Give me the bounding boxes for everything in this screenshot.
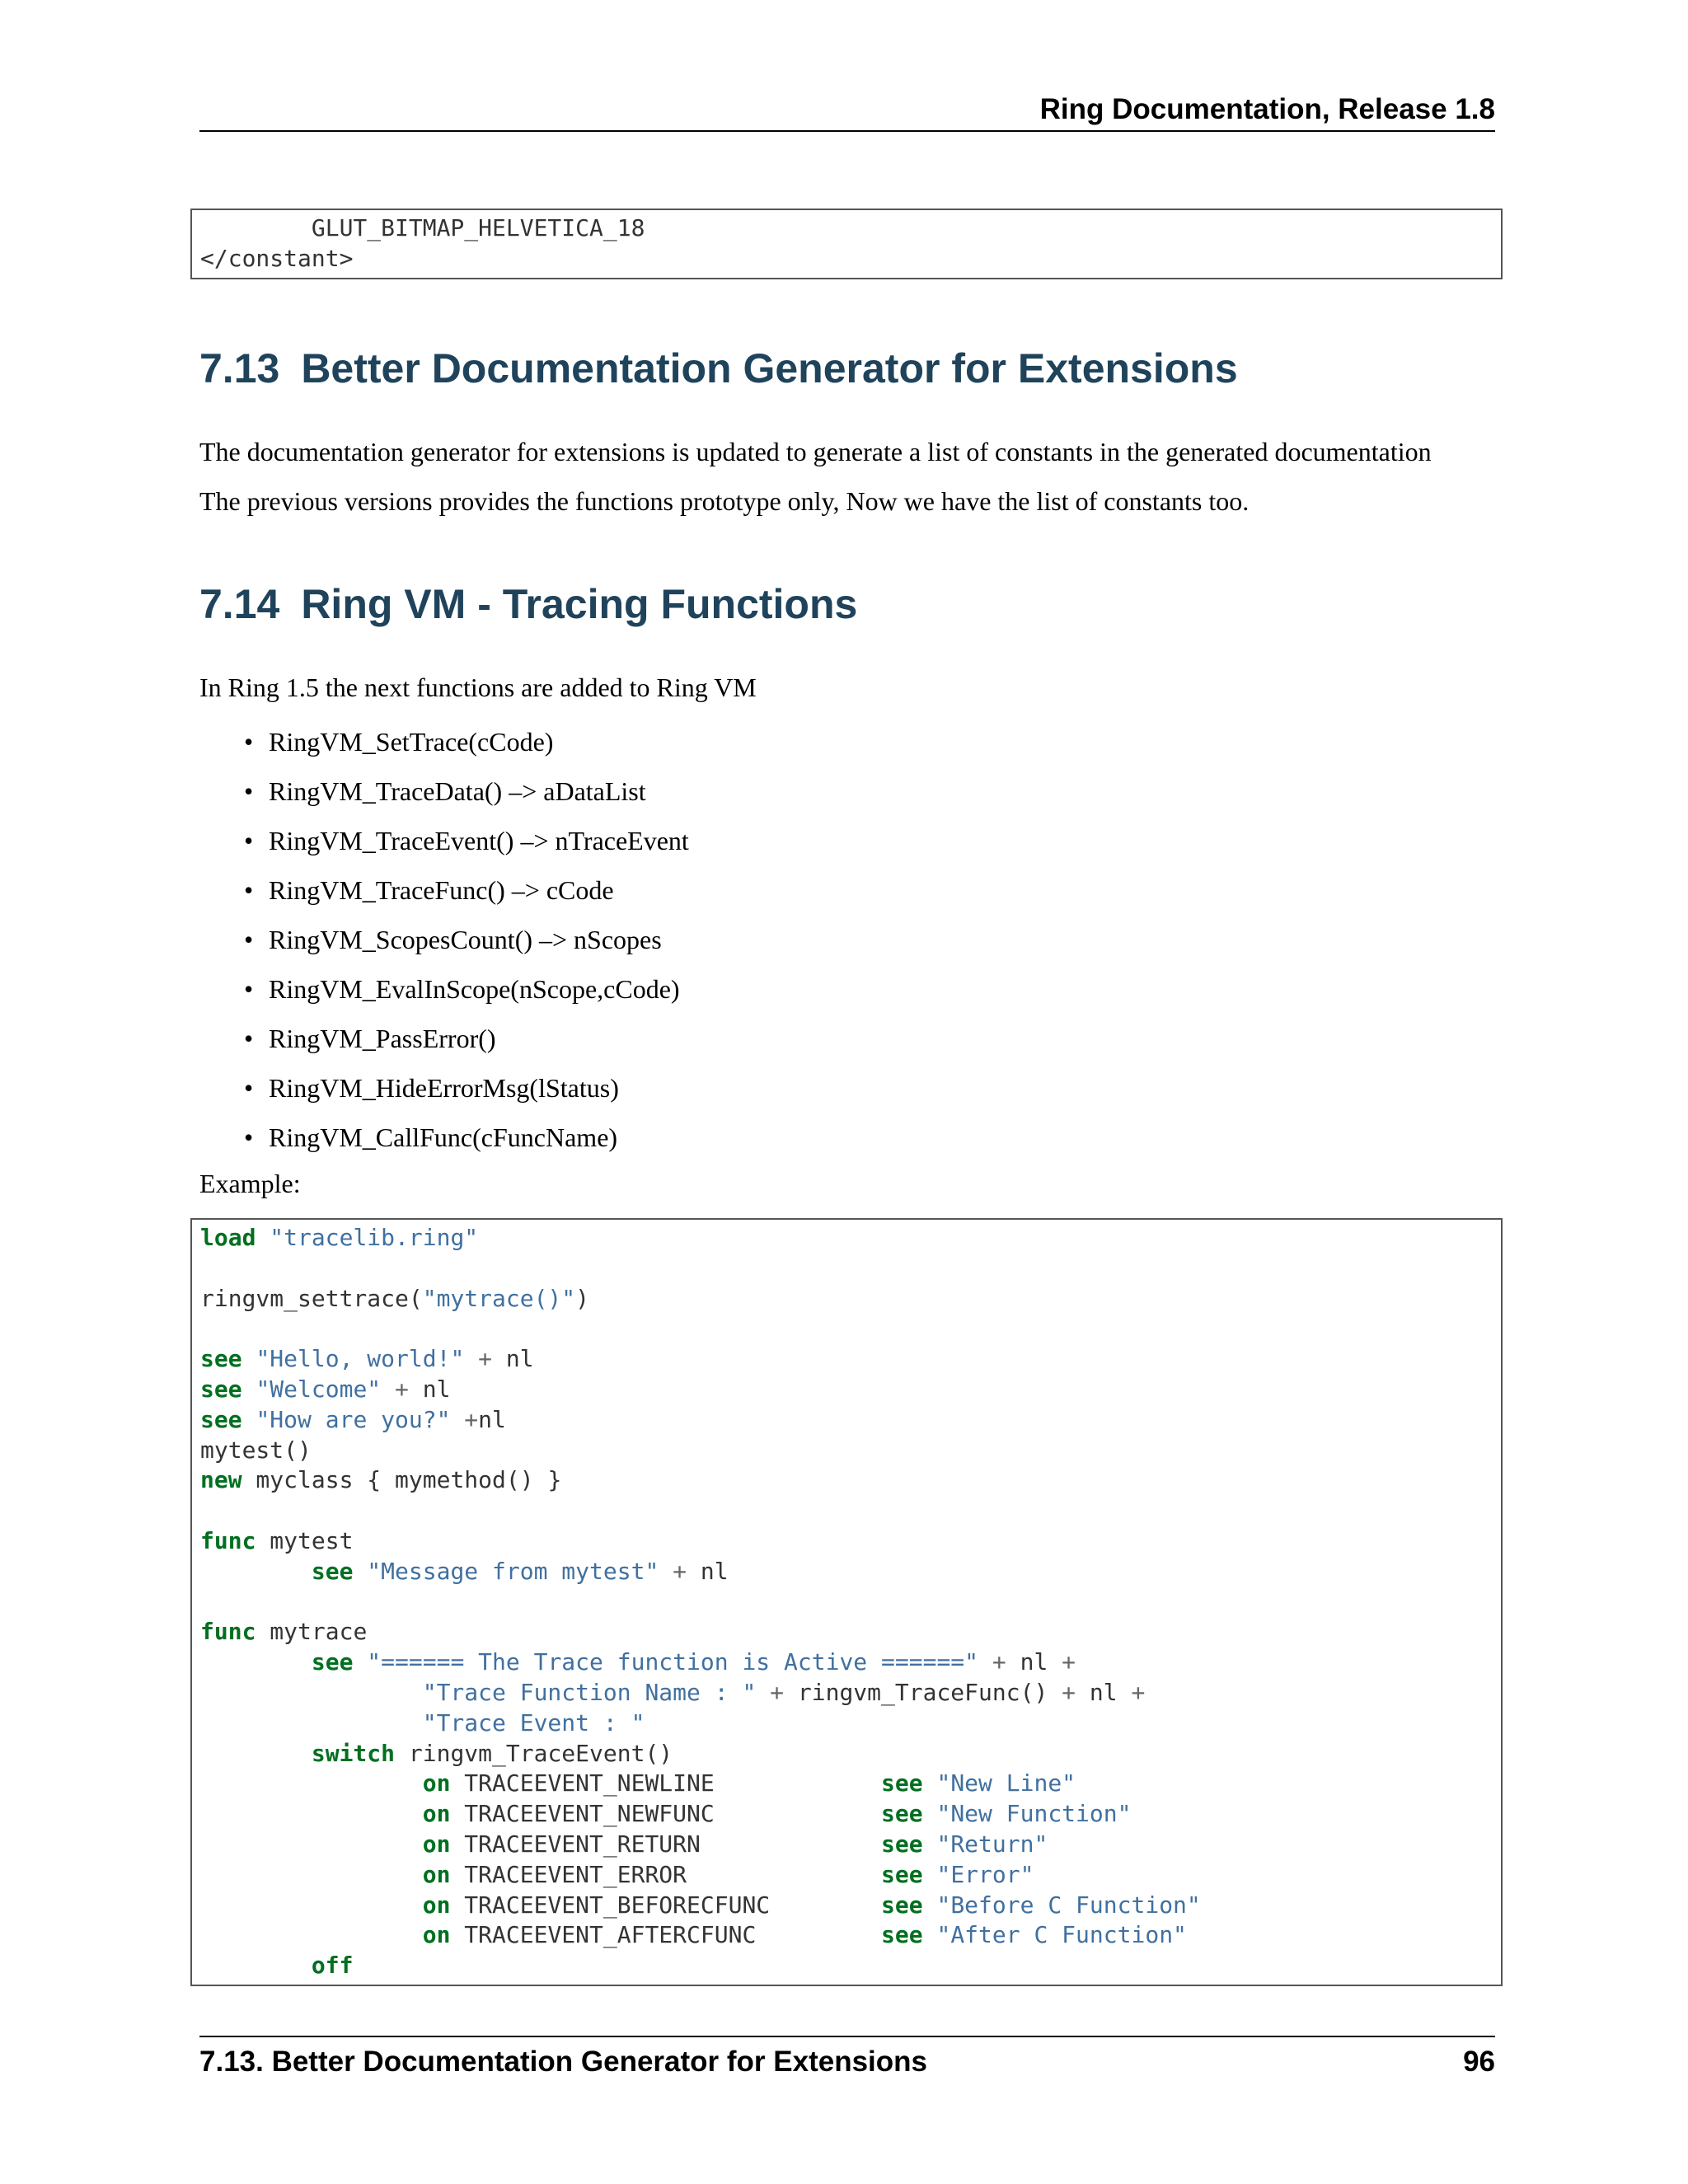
code-token: see [881,1769,923,1797]
section-number: 7.14 [199,581,280,627]
code-token: TRACEEVENT_ERROR [450,1860,882,1888]
code-line [200,1465,1493,1496]
code-token: </constant> [200,244,354,272]
code-token: + [756,1678,798,1706]
code-line [200,1617,1493,1647]
code-token: ) [575,1284,590,1312]
section-title: Ring VM - Tracing Functions [301,581,858,627]
code-token: "After C Function" [936,1921,1187,1949]
list-item: • RingVM_TraceFunc() –> cCode [239,865,689,915]
code-token: nl [505,1345,534,1373]
code-token: "Welcome" [256,1375,382,1403]
code-token: TRACEEVENT_AFTERCFUNC [450,1921,882,1949]
code-block-example [190,1218,1503,1986]
code-line [200,1830,1493,1860]
code-line [200,1375,1493,1405]
code-token: "New Line" [936,1769,1076,1797]
code-token: func [200,1526,256,1554]
code-token [242,1376,256,1403]
code-token: ringvm_settrace( [200,1284,423,1312]
code-token: on [422,1769,451,1797]
code-token: on [422,1830,451,1858]
code-token [923,1861,937,1888]
code-token: + [978,1648,1020,1676]
code-token: GLUT_BITMAP_HELVETICA_18 [200,214,645,241]
bullet-icon: • [244,925,254,954]
paragraph-generator-update: The documentation generator for extensions is updated to generate a list of constants in the generated documentation [199,437,1432,466]
code-token: ringvm_TraceEvent() [395,1739,673,1767]
code-token [200,1709,423,1736]
code-token [353,1558,367,1585]
paragraph-intro: In Ring 1.5 the next functions are added to Ring VM [199,673,757,702]
code-line [200,1891,1493,1921]
bullet-icon: • [244,1122,254,1152]
code-token [200,1921,423,1948]
function-list [239,717,689,1162]
code-line [200,1284,1493,1315]
footer-section-title: 7.13. Better Documentation Generator for Extensions [199,2046,927,2078]
code-token: + [659,1557,701,1585]
code-token [353,1648,367,1675]
code-token [256,1224,270,1251]
code-lines [200,1223,1493,1981]
code-token: nl [422,1375,451,1403]
list-item: • RingVM_HideErrorMsg(lStatus) [239,1063,689,1113]
list-item: • RingVM_PassError() [239,1014,689,1063]
code-line [200,1587,1493,1618]
code-line [200,1799,1493,1830]
code-token: + [1048,1678,1090,1706]
code-token [200,1891,423,1919]
code-token: "mytrace()" [422,1284,576,1312]
code-token: + [381,1375,423,1403]
bullet-icon: • [244,875,254,905]
code-line [200,1647,1493,1678]
code-lines [200,213,1493,274]
bullet-icon: • [244,826,254,855]
code-token [200,1679,423,1706]
code-token: nl [1020,1648,1048,1676]
code-token [923,1891,937,1919]
code-token: ringvm_TraceFunc() [797,1678,1048,1706]
code-token [242,1406,256,1433]
list-item: • RingVM_ScopesCount() –> nScopes [239,915,689,964]
code-token: "Return" [936,1830,1048,1858]
list-item: • RingVM_TraceData() –> aDataList [239,766,689,816]
code-line [200,1860,1493,1891]
code-line [200,1314,1493,1344]
code-line [200,1708,1493,1739]
code-token: on [422,1891,451,1919]
code-token: on [422,1921,451,1949]
section-heading-7-13 [199,344,1238,392]
code-token: see [200,1345,242,1373]
code-token: see [311,1557,354,1585]
list-item: • RingVM_SetTrace(cCode) [239,717,689,766]
running-footer [199,2036,1495,2087]
code-token: new [200,1466,242,1494]
code-line [200,1557,1493,1587]
code-token: "Before C Function" [936,1891,1201,1919]
code-token: TRACEEVENT_NEWLINE [450,1769,882,1797]
bullet-icon: • [244,1024,254,1053]
code-token: off [311,1952,354,1980]
section-title: Better Documentation Generator for Extensions [301,345,1238,391]
code-token: "Hello, world!" [256,1345,465,1373]
code-token: + [1117,1678,1146,1706]
bullet-icon: • [244,727,254,757]
code-token [200,1952,312,1979]
code-block-constants [190,209,1503,279]
bullet-icon: • [244,1073,254,1103]
code-line [200,1678,1493,1708]
paragraph-previous-versions: The previous versions provides the functions prototype only, Now we have the list of constants too. [199,486,1250,516]
code-token: nl [1089,1678,1118,1706]
code-token: load [200,1224,256,1251]
code-token [923,1921,937,1948]
code-token [923,1830,937,1858]
code-line [200,1223,1493,1254]
code-token: "Error" [936,1860,1034,1888]
code-line [200,213,1493,244]
code-line [200,1769,1493,1799]
code-token: TRACEEVENT_BEFORECFUNC [450,1891,882,1919]
code-line [200,1951,1493,1981]
bullet-icon: • [244,974,254,1004]
code-token [923,1800,937,1827]
code-token: on [422,1800,451,1828]
code-token: TRACEEVENT_NEWFUNC [450,1800,882,1828]
code-token [200,1830,423,1858]
code-token: + [1048,1648,1076,1676]
code-token [242,1345,256,1372]
code-token [200,1558,312,1585]
code-line [200,1920,1493,1951]
code-token: "Trace Function Name : " [422,1678,757,1706]
code-token: switch [311,1739,396,1767]
code-line [200,1405,1493,1436]
code-line [200,1739,1493,1769]
code-token: func [200,1618,256,1646]
code-token: myclass { mymethod() } [241,1466,562,1494]
code-token [200,1861,423,1888]
code-token: + [450,1405,479,1433]
code-token: "New Function" [936,1800,1132,1828]
code-token: see [881,1800,923,1828]
code-token [200,1800,423,1827]
code-token: see [881,1891,923,1919]
code-line [200,1436,1493,1466]
code-token: see [200,1405,242,1433]
code-token [200,1769,423,1797]
code-token: see [881,1921,923,1949]
code-token: "How are you?" [256,1405,451,1433]
example-label: Example: [199,1169,301,1198]
code-line [200,1526,1493,1557]
code-line [200,244,1493,274]
code-token: see [881,1860,923,1888]
code-line [200,1254,1493,1284]
code-token: + [464,1345,506,1373]
code-token: see [311,1648,354,1676]
code-token [200,1648,312,1675]
list-item: • RingVM_TraceEvent() –> nTraceEvent [239,816,689,865]
code-token [200,1740,312,1767]
section-number: 7.13 [199,345,280,391]
list-item: • RingVM_EvalInScope(nScope,cCode) [239,964,689,1014]
code-token: mytrace [256,1618,368,1646]
code-token: "Message from mytest" [367,1557,659,1585]
page-number: 96 [1463,2046,1495,2078]
code-token: "Trace Event : " [422,1708,645,1736]
code-token: TRACEEVENT_RETURN [450,1830,882,1858]
code-token: mytest() [200,1436,312,1464]
code-line [200,1344,1493,1375]
section-heading-7-14 [199,580,857,628]
bullet-icon: • [244,776,254,806]
running-header: Ring Documentation, Release 1.8 [199,89,1495,132]
code-token [923,1769,937,1797]
code-token: nl [700,1557,729,1585]
code-token: mytest [256,1526,354,1554]
code-token: see [200,1375,242,1403]
code-token: see [881,1830,923,1858]
code-line [200,1496,1493,1526]
code-token: on [422,1860,451,1888]
code-token: "tracelib.ring" [270,1224,479,1251]
code-token: nl [478,1405,506,1433]
list-item: • RingVM_CallFunc(cFuncName) [239,1113,689,1162]
code-token: "====== The Trace function is Active ======" [367,1648,979,1676]
